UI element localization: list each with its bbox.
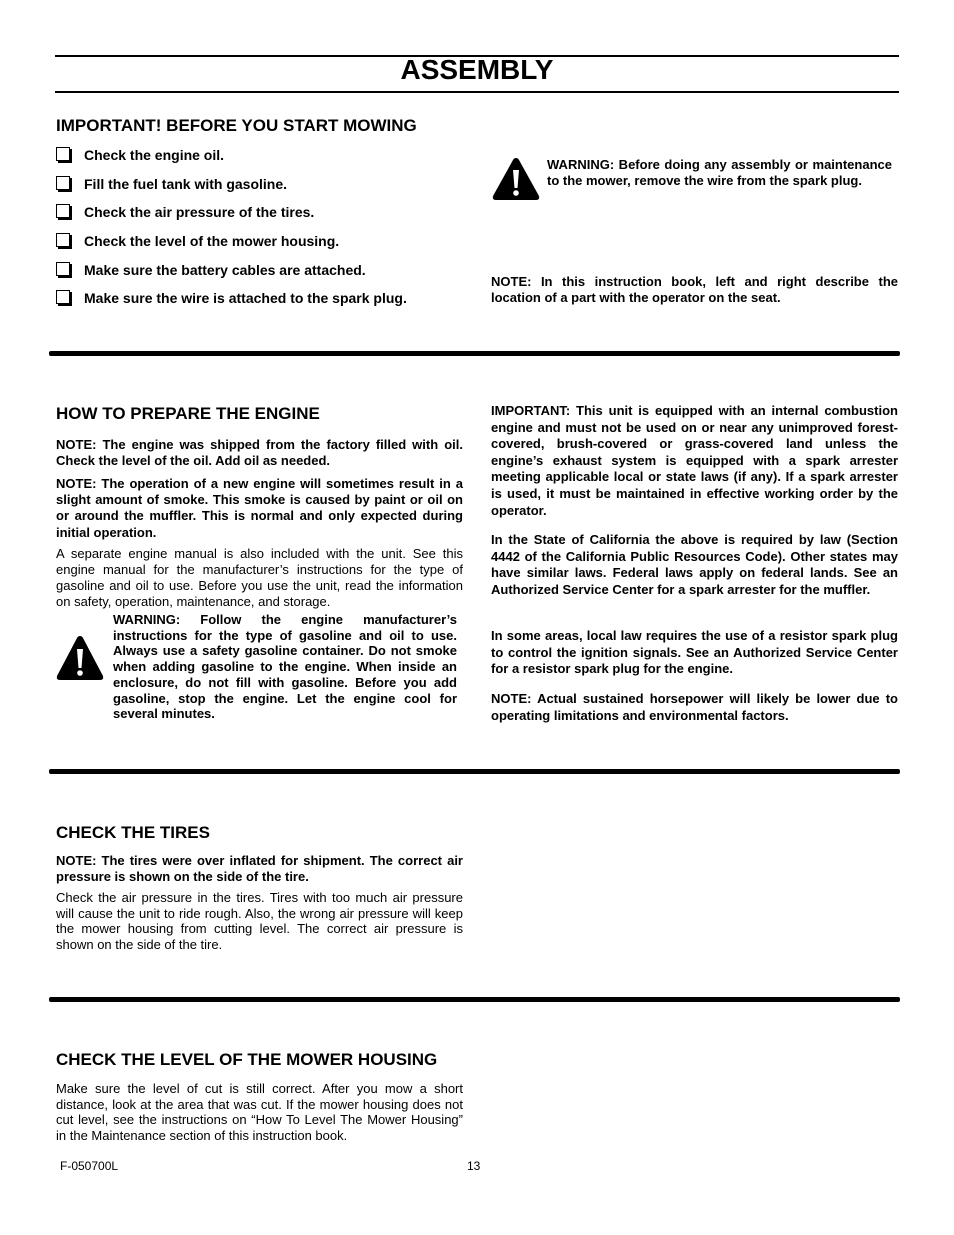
important-spark-arrester: IMPORTANT: This unit is equipped with an internal combustion engine and must not be used on or near any unimproved forest-covered, brush-covered or grass-covered land unless the engine’s exhaust system is equipped with a spark arrester meeting applicable local or state laws (if any). If a spark arrester is used, it must be maintained in effective working order by the operator. — [491, 403, 898, 518]
warning-icon — [55, 634, 105, 682]
document-code: F-050700L — [60, 1159, 119, 1173]
section-heading-check-tires: CHECK THE TIRES — [56, 823, 210, 842]
checkbox-icon — [56, 262, 70, 276]
checkbox-icon — [56, 147, 70, 161]
checklist-item: Make sure the wire is attached to the spark plug. — [56, 289, 407, 307]
section-divider — [49, 351, 900, 356]
checklist-item: Make sure the battery cables are attached. — [56, 261, 366, 279]
checklist-item: Check the engine oil. — [56, 146, 224, 164]
engine-manual-text: A separate engine manual is also included with the unit. See this engine manual for the manufacturer’s instructions for the type of gasoline and oil to use. Before you use the unit, read the information on safety, operation, maintenance, and storage. — [56, 546, 463, 609]
page-number: 13 — [467, 1159, 481, 1173]
warning-icon — [491, 156, 541, 202]
header-bottom-rule — [55, 91, 899, 93]
note-tires: NOTE: The tires were over inflated for shipment. The correct air pressure is shown on the side of the tire. — [56, 853, 463, 885]
checkbox-icon — [56, 290, 70, 304]
checkbox-icon — [56, 176, 70, 190]
warning-gasoline: WARNING: Follow the engine manufacturer’s instructions for the type of gasoline and oil to use. Always use a safety gasoline container. Do not smoke when adding gasoline to the engine. When inside an enclosure, do not fill with gasoline. Before you add gasoline, stop the engine. Let the engine cool for several minutes. — [113, 612, 457, 722]
tire-pressure-text: Check the air pressure in the tires. Tires with too much air pressure will cause the unit to ride rough. Also, the wrong air pressure will keep the mower housing from cutting level. The correct air pressure is shown on the side of the tire. — [56, 890, 463, 953]
section-heading-mower-housing: CHECK THE LEVEL OF THE MOWER HOUSING — [56, 1050, 438, 1069]
section-heading-prepare-engine: HOW TO PREPARE THE ENGINE — [56, 404, 320, 423]
checklist-item: Check the level of the mower housing. — [56, 232, 339, 250]
resistor-spark-plug-text: In some areas, local law requires the use of a resistor spark plug to control the ignition signals. See an Authorized Service Center for a resistor spark plug for the engine. — [491, 628, 898, 677]
checkbox-icon — [56, 233, 70, 247]
note-oil: NOTE: The engine was shipped from the factory filled with oil. Check the level of the oil. Add oil as needed. — [56, 437, 463, 469]
section-divider — [49, 769, 900, 774]
checklist-item: Check the air pressure of the tires. — [56, 203, 314, 221]
note-smoke: NOTE: The operation of a new engine will sometimes result in a slight amount of smoke. This smoke is caused by paint or oil on or around the muffler. This is normal and only expected during initial operation. — [56, 476, 463, 540]
section-heading-before-mowing: IMPORTANT! BEFORE YOU START MOWING — [56, 116, 417, 135]
note-left-right: NOTE: In this instruction book, left and right describe the location of a part with the operator on the seat. — [491, 274, 898, 306]
section-divider — [49, 997, 900, 1002]
checkbox-icon — [56, 204, 70, 218]
page-title: ASSEMBLY — [400, 54, 554, 85]
california-law-text: In the State of California the above is required by law (Section 4442 of the California Public Resources Code). Other states may have similar laws. Federal laws apply on federal lands. See an Authorized Service Center for a spark arrester for the muffler. — [491, 532, 898, 597]
mower-housing-level-text: Make sure the level of cut is still correct. After you mow a short distance, look at the area that was cut. If the mower housing does not cut level, see the instructions on “How To Level The Mower Housing” in the Maintenance section of this instruction book. — [56, 1081, 463, 1144]
warning-wire-spark-plug: WARNING: Before doing any assembly or maintenance to the mower, remove the wire from the spark plug. — [547, 157, 892, 189]
note-horsepower: NOTE: Actual sustained horsepower will likely be lower due to operating limitations and environmental factors. — [491, 691, 898, 723]
checklist-item: Fill the fuel tank with gasoline. — [56, 175, 287, 193]
